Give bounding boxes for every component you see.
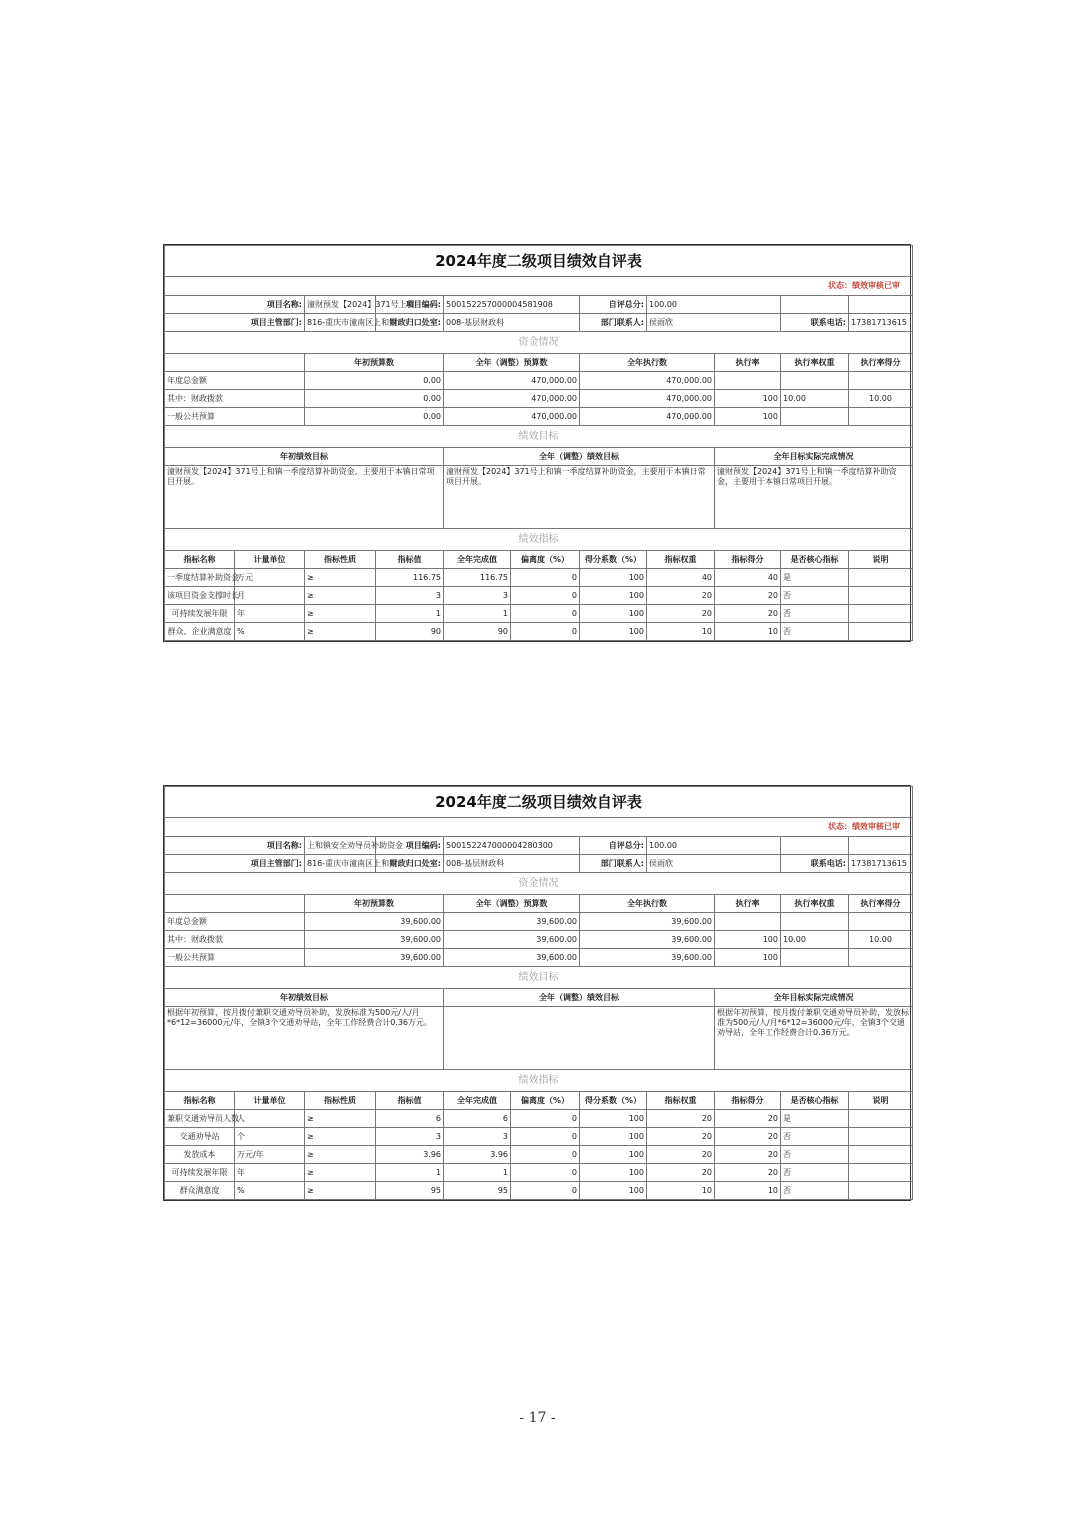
indicators-section-title: 绩效指标 — [165, 529, 913, 551]
empty-cell — [165, 354, 305, 372]
indicator-value: 6 — [376, 1110, 444, 1128]
indicator-core: 否 — [781, 1128, 849, 1146]
funds-rate: 100 — [715, 390, 781, 408]
indicator-coef: 100 — [580, 605, 647, 623]
indicator-score: 40 — [715, 569, 781, 587]
funds-section-title: 资金情况 — [165, 873, 913, 895]
funds-rate: 100 — [715, 949, 781, 967]
indicator-header: 偏离度（%） — [511, 1092, 580, 1110]
funds-executed: 39,600.00 — [580, 931, 715, 949]
form-title: 2024年度二级项目绩效自评表 — [165, 246, 913, 277]
funds-weight — [781, 372, 849, 390]
finance-office-label: 财政归口处室: — [376, 314, 444, 332]
indicator-unit: 人 — [235, 1110, 305, 1128]
project-name-label: 项目名称: — [165, 837, 305, 855]
funds-row-name: 其中：财政拨款 — [165, 390, 305, 408]
funds-executed: 470,000.00 — [580, 408, 715, 426]
funds-score — [849, 372, 913, 390]
dept-label: 项目主管部门: — [165, 855, 305, 873]
indicator-value: 3 — [376, 587, 444, 605]
status-label: 状态：绩效审核已审 — [165, 277, 913, 296]
project-code-value: 500152247000004280300 — [444, 837, 580, 855]
funds-weight — [781, 408, 849, 426]
goal-initial-text: 潼财预发【2024】371号上和镇一季度结算补助资金，主要用于本镇日常项目开展。 — [165, 466, 444, 529]
indicator-core: 否 — [781, 1146, 849, 1164]
indicator-nature: ≥ — [305, 1146, 376, 1164]
evaluation-form-2 — [163, 785, 911, 1201]
funds-initial: 39,600.00 — [305, 931, 444, 949]
indicator-name: 兼职交通劝导员人数 — [165, 1110, 235, 1128]
indicator-note — [849, 1128, 913, 1146]
indicator-note — [849, 569, 913, 587]
dept-label: 项目主管部门: — [165, 314, 305, 332]
indicator-core: 否 — [781, 587, 849, 605]
indicator-deviation: 0 — [511, 623, 580, 641]
indicator-coef: 100 — [580, 1164, 647, 1182]
indicator-actual: 3.96 — [444, 1146, 511, 1164]
self-score-label: 自评总分: — [580, 837, 647, 855]
self-score-value: 100.00 — [647, 296, 781, 314]
indicator-coef: 100 — [580, 569, 647, 587]
indicator-core: 否 — [781, 605, 849, 623]
indicators-section-title: 绩效指标 — [165, 1070, 913, 1092]
funds-initial: 39,600.00 — [305, 949, 444, 967]
project-code-label: 项目编码: — [376, 837, 444, 855]
indicator-score: 20 — [715, 1110, 781, 1128]
indicator-header: 全年完成值 — [444, 1092, 511, 1110]
indicator-actual: 116.75 — [444, 569, 511, 587]
funds-header: 执行率权重 — [781, 354, 849, 372]
funds-executed: 470,000.00 — [580, 372, 715, 390]
indicator-unit: 年 — [235, 1164, 305, 1182]
indicator-core: 否 — [781, 1164, 849, 1182]
funds-weight — [781, 949, 849, 967]
indicator-header: 偏离度（%） — [511, 551, 580, 569]
indicator-note — [849, 623, 913, 641]
indicator-weight: 20 — [647, 1164, 715, 1182]
contact-person-label: 部门联系人: — [580, 314, 647, 332]
evaluation-form-1 — [163, 244, 911, 642]
funds-adjusted: 470,000.00 — [444, 390, 580, 408]
empty-cell — [849, 837, 913, 855]
indicator-name: 该项目资金支撑时长 — [165, 587, 235, 605]
indicator-weight: 10 — [647, 1182, 715, 1200]
funds-score: 10.00 — [849, 390, 913, 408]
dept-value: 816-重庆市潼南区上和镇 — [305, 314, 376, 332]
indicator-header: 得分系数（%） — [580, 551, 647, 569]
indicator-weight: 20 — [647, 1128, 715, 1146]
indicator-header: 说明 — [849, 551, 913, 569]
funds-initial: 0.00 — [305, 372, 444, 390]
indicator-core: 否 — [781, 1182, 849, 1200]
funds-adjusted: 39,600.00 — [444, 913, 580, 931]
project-name-value: 潼财预发【2024】371号上和 — [305, 296, 376, 314]
funds-rate: 100 — [715, 408, 781, 426]
empty-cell — [849, 296, 913, 314]
indicator-name: 一季度结算补助资金 — [165, 569, 235, 587]
goal-adjusted-text: 潼财预发【2024】371号上和镇一季度结算补助资金，主要用于本镇日常项目开展。 — [444, 466, 715, 529]
funds-initial: 39,600.00 — [305, 913, 444, 931]
indicator-unit: 月 — [235, 587, 305, 605]
indicator-actual: 1 — [444, 1164, 511, 1182]
indicator-header: 指标名称 — [165, 1092, 235, 1110]
indicator-header: 得分系数（%） — [580, 1092, 647, 1110]
indicator-nature: ≥ — [305, 569, 376, 587]
indicator-actual: 90 — [444, 623, 511, 641]
funds-executed: 470,000.00 — [580, 390, 715, 408]
indicator-nature: ≥ — [305, 1110, 376, 1128]
indicator-note — [849, 605, 913, 623]
goal-actual-text: 根据年初预算，按月拨付兼职交通劝导员补助，发放标准为500元/人/月*6*12=36000元/年，全镇3个交通劝导站，全年工作经费合计0.36万元。 — [715, 1007, 913, 1070]
indicator-actual: 3 — [444, 1128, 511, 1146]
indicator-header: 指标值 — [376, 551, 444, 569]
empty-cell — [165, 895, 305, 913]
funds-header: 执行率权重 — [781, 895, 849, 913]
funds-score — [849, 913, 913, 931]
phone-value: 17381713615 — [849, 314, 913, 332]
indicator-nature: ≥ — [305, 1128, 376, 1146]
indicator-header: 计量单位 — [235, 551, 305, 569]
phone-value: 17381713615 — [849, 855, 913, 873]
indicator-deviation: 0 — [511, 587, 580, 605]
indicator-header: 指标得分 — [715, 551, 781, 569]
indicator-weight: 10 — [647, 623, 715, 641]
indicator-score: 20 — [715, 1146, 781, 1164]
indicator-deviation: 0 — [511, 1110, 580, 1128]
self-score-label: 自评总分: — [580, 296, 647, 314]
funds-initial: 0.00 — [305, 390, 444, 408]
funds-row-name: 一般公共预算 — [165, 408, 305, 426]
indicator-header: 指标权重 — [647, 551, 715, 569]
indicator-coef: 100 — [580, 1110, 647, 1128]
funds-rate — [715, 913, 781, 931]
indicator-name: 交通劝导站 — [165, 1128, 235, 1146]
indicator-actual: 6 — [444, 1110, 511, 1128]
funds-adjusted: 39,600.00 — [444, 931, 580, 949]
goals-header: 年初绩效目标 — [165, 989, 444, 1007]
indicator-header: 指标值 — [376, 1092, 444, 1110]
indicator-deviation: 0 — [511, 569, 580, 587]
indicator-header: 计量单位 — [235, 1092, 305, 1110]
finance-office-value: 008-基层财政科 — [444, 314, 580, 332]
indicator-score: 20 — [715, 1164, 781, 1182]
indicator-header: 全年完成值 — [444, 551, 511, 569]
contact-person-value: 侯雨欣 — [647, 855, 781, 873]
funds-score: 10.00 — [849, 931, 913, 949]
indicator-weight: 20 — [647, 1110, 715, 1128]
indicator-weight: 40 — [647, 569, 715, 587]
phone-label: 联系电话: — [781, 314, 849, 332]
indicator-value: 3 — [376, 1128, 444, 1146]
indicator-header: 是否核心指标 — [781, 551, 849, 569]
self-score-value: 100.00 — [647, 837, 781, 855]
funds-header: 全年（调整）预算数 — [444, 895, 580, 913]
funds-weight: 10.00 — [781, 931, 849, 949]
indicator-header: 说明 — [849, 1092, 913, 1110]
indicator-score: 10 — [715, 623, 781, 641]
indicator-coef: 100 — [580, 1146, 647, 1164]
contact-person-label: 部门联系人: — [580, 855, 647, 873]
indicator-note — [849, 1182, 913, 1200]
funds-header: 执行率得分 — [849, 354, 913, 372]
indicator-name: 群众、企业满意度 — [165, 623, 235, 641]
status-label: 状态：绩效审核已审 — [165, 818, 913, 837]
indicator-core: 是 — [781, 1110, 849, 1128]
funds-initial: 0.00 — [305, 408, 444, 426]
funds-row-name: 年度总金额 — [165, 913, 305, 931]
phone-label: 联系电话: — [781, 855, 849, 873]
indicator-unit: % — [235, 1182, 305, 1200]
goals-section-title: 绩效目标 — [165, 967, 913, 989]
empty-cell — [781, 837, 849, 855]
funds-weight — [781, 913, 849, 931]
funds-row-name: 其中：财政拨款 — [165, 931, 305, 949]
funds-header: 执行率得分 — [849, 895, 913, 913]
funds-row-name: 一般公共预算 — [165, 949, 305, 967]
indicator-value: 116.75 — [376, 569, 444, 587]
goal-actual-text: 潼财预发【2024】371号上和镇一季度结算补助资金，主要用于本镇日常项目开展。 — [715, 466, 913, 529]
funds-executed: 39,600.00 — [580, 949, 715, 967]
indicator-nature: ≥ — [305, 623, 376, 641]
goals-header: 全年（调整）绩效目标 — [444, 989, 715, 1007]
funds-adjusted: 39,600.00 — [444, 949, 580, 967]
indicator-coef: 100 — [580, 623, 647, 641]
indicator-value: 3.96 — [376, 1146, 444, 1164]
contact-person-value: 侯雨欣 — [647, 314, 781, 332]
funds-adjusted: 470,000.00 — [444, 372, 580, 390]
project-name-label: 项目名称: — [165, 296, 305, 314]
goal-adjusted-text — [444, 1007, 715, 1070]
funds-executed: 39,600.00 — [580, 913, 715, 931]
indicator-name: 可持续发展年限 — [165, 605, 235, 623]
funds-header: 年初预算数 — [305, 895, 444, 913]
indicator-name: 群众满意度 — [165, 1182, 235, 1200]
indicator-deviation: 0 — [511, 1146, 580, 1164]
indicator-actual: 95 — [444, 1182, 511, 1200]
funds-header: 执行率 — [715, 354, 781, 372]
indicator-nature: ≥ — [305, 1182, 376, 1200]
goals-header: 全年目标实际完成情况 — [715, 989, 913, 1007]
project-code-label: 项目编码: — [376, 296, 444, 314]
funds-header: 执行率 — [715, 895, 781, 913]
indicator-weight: 20 — [647, 587, 715, 605]
indicator-header: 是否核心指标 — [781, 1092, 849, 1110]
indicator-score: 10 — [715, 1182, 781, 1200]
indicator-value: 1 — [376, 605, 444, 623]
indicator-nature: ≥ — [305, 1164, 376, 1182]
funds-adjusted: 470,000.00 — [444, 408, 580, 426]
indicator-nature: ≥ — [305, 587, 376, 605]
project-name-value: 上和镇安全劝导员补助资金 — [305, 837, 376, 855]
indicator-deviation: 0 — [511, 1128, 580, 1146]
indicator-note — [849, 1164, 913, 1182]
goals-header: 全年（调整）绩效目标 — [444, 448, 715, 466]
indicator-unit: 万元 — [235, 569, 305, 587]
indicator-unit: % — [235, 623, 305, 641]
indicator-header: 指标性质 — [305, 551, 376, 569]
funds-score — [849, 949, 913, 967]
indicator-weight: 20 — [647, 1146, 715, 1164]
funds-header: 全年执行数 — [580, 895, 715, 913]
indicator-value: 95 — [376, 1182, 444, 1200]
project-code-value: 500152257000004581908 — [444, 296, 580, 314]
indicator-score: 20 — [715, 1128, 781, 1146]
funds-rate — [715, 372, 781, 390]
funds-score — [849, 408, 913, 426]
dept-value: 816-重庆市潼南区上和镇 — [305, 855, 376, 873]
indicator-unit: 年 — [235, 605, 305, 623]
funds-header: 全年执行数 — [580, 354, 715, 372]
indicator-header: 指标得分 — [715, 1092, 781, 1110]
funds-weight: 10.00 — [781, 390, 849, 408]
indicator-core: 否 — [781, 623, 849, 641]
indicator-nature: ≥ — [305, 605, 376, 623]
indicator-weight: 20 — [647, 605, 715, 623]
finance-office-value: 008-基层财政科 — [444, 855, 580, 873]
funds-row-name: 年度总金额 — [165, 372, 305, 390]
goal-initial-text: 根据年初预算，按月拨付兼职交通劝导员补助，发放标准为500元/人/月*6*12=36000元/年，全镇3个交通劝导站，全年工作经费合计0.36万元。 — [165, 1007, 444, 1070]
indicator-header: 指标权重 — [647, 1092, 715, 1110]
indicator-score: 20 — [715, 587, 781, 605]
indicator-coef: 100 — [580, 1128, 647, 1146]
finance-office-label: 财政归口处室: — [376, 855, 444, 873]
indicator-unit: 个 — [235, 1128, 305, 1146]
indicator-coef: 100 — [580, 1182, 647, 1200]
funds-header: 年初预算数 — [305, 354, 444, 372]
indicator-name: 可持续发展年限 — [165, 1164, 235, 1182]
indicator-deviation: 0 — [511, 1164, 580, 1182]
indicator-name: 发放成本 — [165, 1146, 235, 1164]
indicator-note — [849, 1110, 913, 1128]
indicator-core: 是 — [781, 569, 849, 587]
indicator-actual: 1 — [444, 605, 511, 623]
indicator-value: 90 — [376, 623, 444, 641]
indicator-value: 1 — [376, 1164, 444, 1182]
goals-header: 全年目标实际完成情况 — [715, 448, 913, 466]
indicator-deviation: 0 — [511, 1182, 580, 1200]
form-title: 2024年度二级项目绩效自评表 — [165, 787, 913, 818]
goals-header: 年初绩效目标 — [165, 448, 444, 466]
indicator-note — [849, 1146, 913, 1164]
indicator-header: 指标性质 — [305, 1092, 376, 1110]
indicator-header: 指标名称 — [165, 551, 235, 569]
indicator-actual: 3 — [444, 587, 511, 605]
page-number: - 17 - — [519, 1410, 556, 1426]
indicator-deviation: 0 — [511, 605, 580, 623]
indicator-coef: 100 — [580, 587, 647, 605]
empty-cell — [781, 296, 849, 314]
funds-header: 全年（调整）预算数 — [444, 354, 580, 372]
funds-rate: 100 — [715, 931, 781, 949]
indicator-score: 20 — [715, 605, 781, 623]
goals-section-title: 绩效目标 — [165, 426, 913, 448]
indicator-note — [849, 587, 913, 605]
indicator-unit: 万元/年 — [235, 1146, 305, 1164]
funds-section-title: 资金情况 — [165, 332, 913, 354]
